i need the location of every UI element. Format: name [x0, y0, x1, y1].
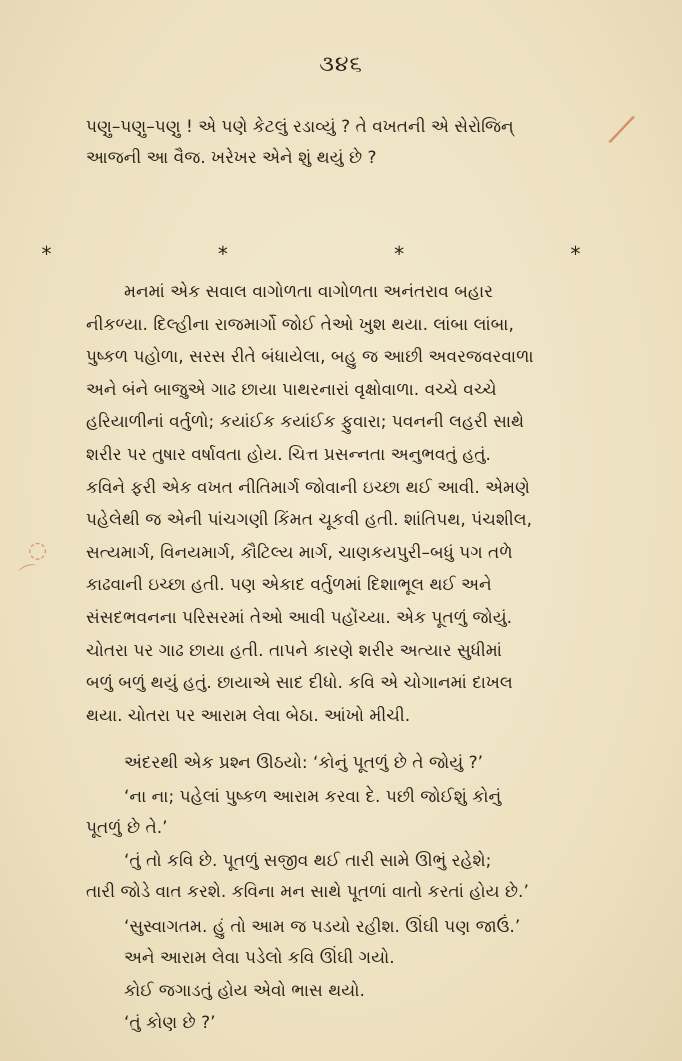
section-separator	[0, 242, 682, 266]
text-line: પુષ્કળ પહોળા, સરસ રીતે બંધાયેલા, બહુ જ આછી અવરજવરવાળા	[86, 347, 534, 368]
text-line: ‘તું તો કવિ છે. પૂતળું સજીવ થઈ તારી સામે ઊભું રહેશે;	[124, 851, 492, 871]
separator-star: *	[394, 242, 465, 266]
text-line: અને બંને બાજુએ ગાઢ છાયા પાથરનારાં વૃક્ષોવાળા. વચ્ચે વચ્ચે	[86, 379, 497, 400]
margin-pencil-mark: ◌	[28, 538, 48, 563]
dialogue-line-6	[86, 1008, 606, 1039]
separator-star: *	[217, 242, 288, 266]
margin-pencil-mark: ⁄	[613, 107, 630, 155]
text-line: તારી જોડે વાત કરશે. કવિના મન સાથે પૂતળાં વાતો કરતાં હોય છે.’	[86, 882, 529, 902]
text-line: ‘ના ના; પહેલાં પુષ્કળ આરામ કરવા દે. પછી જોઈશું કોનું	[124, 787, 502, 807]
separator-star: *	[570, 242, 641, 266]
text-line: સત્યમાર્ગ, વિનયમાર્ગ, કૌટિલ્ય માર્ગ, ચાણકયપુરી–બધું પગ તળે	[86, 542, 513, 563]
text-line: નીકળ્યા. દિલ્હીના રાજમાર્ગો જોઈ તેઓ ખુશ થયા. લાંબા લાંબા,	[86, 314, 514, 335]
dialogue-line-5	[86, 976, 606, 1007]
text-line: પહેલેથી જ એની પાંચગણી કિંમત ચૂકવી હતી. શાંતિપથ, પંચશીલ,	[86, 510, 533, 531]
dialogue-line-4	[86, 912, 606, 974]
text-line: આજની આ વૈજ. ખરેખર એને શું થયું છે ?	[86, 148, 377, 168]
text-line: પણુ–પણુ–પણુ ! એ પણે કેટલું રડાવ્યું ? તે વખતની એ સેરોજિન્	[86, 117, 514, 137]
text-line: શરીર પર તુષાર વર્ષાવતા હોય. ચિત્ત પ્રસન્નતા અનુભવતું હતું.	[86, 444, 491, 465]
dialogue-line-1	[86, 748, 606, 779]
text-line: પૂતળું છે તે.’	[86, 818, 168, 838]
text-line: કાઢવાની ઇચ્છા હતી. પણ એકાદ વર્તુળમાં દિશાભૂલ થઈ અને	[86, 575, 492, 596]
opening-paragraph	[86, 112, 606, 174]
text-line: હરિયાળીનાં વર્તુળો; કયાંઈક કયાંઈક ફુવારા; પવનની લહરી સાથે	[86, 412, 525, 433]
separator-star: *	[41, 242, 112, 266]
narrative-paragraph	[86, 276, 606, 732]
text-line: સંસદભવનના પરિસરમાં તેઓ આવી પહોંચ્યા. એક પૂતળું જોયું.	[86, 607, 513, 628]
margin-pencil-mark: ⌒	[17, 561, 42, 588]
text-line: ‘સુસ્વાગતમ. હું તો આમ જ પડયો રહીશ. ઊંઘી પણ જાઉં.’	[124, 917, 521, 937]
text-line: કોઈ જગાડતું હોય એવો ભાસ થયો.	[124, 981, 365, 1001]
text-line: બળું બળું થયું હતું. છાયાએ સાદ દીધો. કવિ એ ચોગાનમાં દાખલ	[86, 673, 513, 694]
text-line: અંદરથી એક પ્રશ્ન ઊઠયો: ‘કોનું પૂતળું છે તે જોયું ?’	[124, 753, 484, 773]
page-number: ૩૪૬	[319, 52, 363, 77]
text-line: અને આરામ લેવા પડેલો કવિ ઊંઘી ગયો.	[124, 948, 395, 968]
text-line: ‘તું કોણ છે ?’	[124, 1013, 216, 1033]
dialogue-line-3	[86, 846, 606, 908]
text-line: મનમાં એક સવાલ વાગોળતા વાગોળતા અનંતરાવ બહાર	[124, 282, 493, 302]
text-line: કવિને ફરી એક વખત નીતિમાર્ગ જોવાની ઇચ્છા થઈ આવી. એમણે	[86, 477, 530, 498]
dialogue-line-2	[86, 782, 606, 844]
text-line: થયા. ચોતરા પર આરામ લેવા બેઠા. આંખો મીચી.	[86, 705, 411, 726]
text-line: ચોતરા પર ગાઢ છાયા હતી. તાપને કારણે શરીર અત્યાર સુધીમાં	[86, 640, 502, 661]
